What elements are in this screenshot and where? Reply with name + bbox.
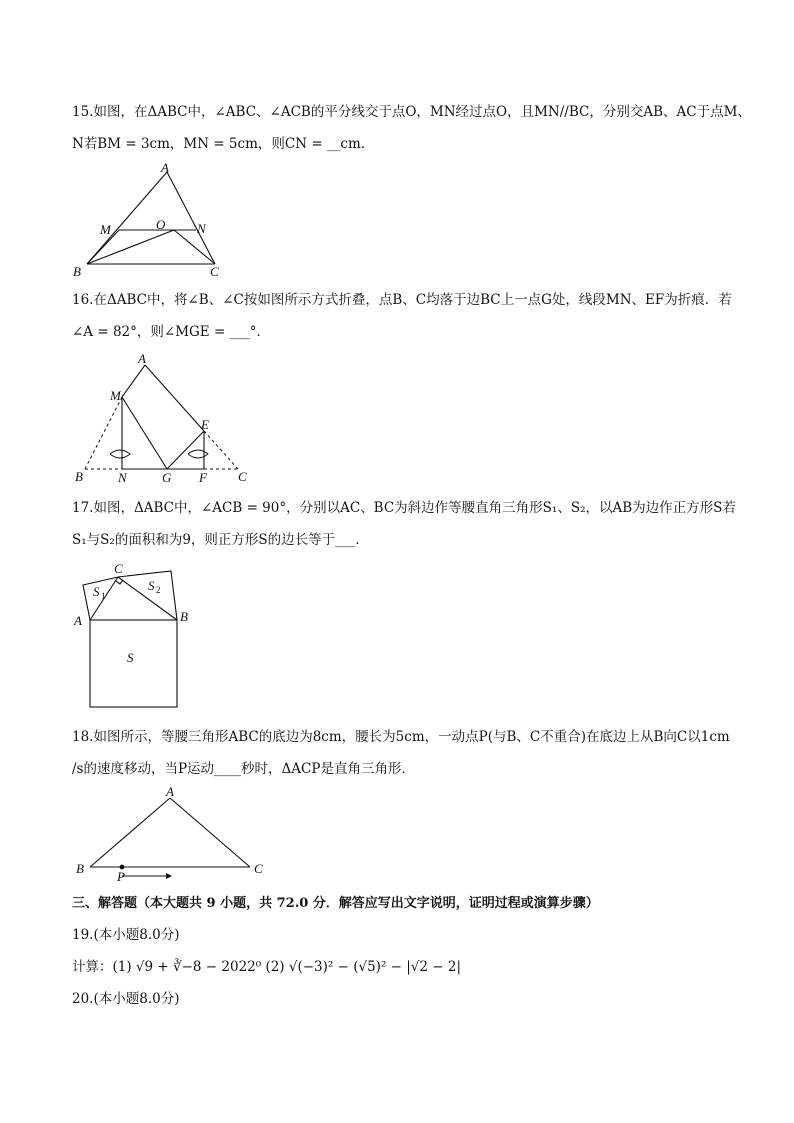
q16-text-line1: 16.在ΔABC中，将∠B、∠C按如图所示方式折叠，点B、C均落于边BC上一点G处，线段MN、EF为折痕．若 xyxy=(72,292,732,308)
q15-label-m: M xyxy=(100,222,111,237)
q17-label-c: C xyxy=(114,561,123,576)
q16-label-b: B xyxy=(75,469,83,484)
q16-fold-arrow-right-icon xyxy=(188,450,208,458)
q18-label-c: C xyxy=(254,861,263,876)
q16-text-line2: ∠A = 82°，则∠MGE = ___°． xyxy=(72,324,271,340)
q15-label-n: N xyxy=(197,221,206,236)
q16-label-n: N xyxy=(118,470,127,485)
q16-label-g: G xyxy=(162,470,172,485)
q17-text-line2: S₁与S₂的面积和为9，则正方形S的边长等于___． xyxy=(72,532,369,548)
q16-label-e: E xyxy=(201,417,209,432)
q18-figure xyxy=(70,784,270,884)
q18-text-line1: 18.如图所示，等腰三角形ABC的底边为8cm，腰长为5cm，一动点P(与B、C不重合)在底边上从B向C以1cm xyxy=(72,729,730,745)
q17-label-s: S xyxy=(127,650,134,665)
q18-label-b: B xyxy=(76,861,84,876)
q17-label-s1: S xyxy=(93,584,100,599)
q16-label-c: C xyxy=(238,469,247,484)
q15-figure xyxy=(70,160,240,282)
q18-text-line2: /s的速度移动，当P运动____秒时，ΔACP是直角三角形． xyxy=(72,761,415,777)
q15-label-a: A xyxy=(161,160,169,175)
q15-text-line2: N若BM = 3cm，MN = 5cm，则CN = __cm． xyxy=(72,136,375,152)
q16-label-m: M xyxy=(110,388,121,403)
q17-label-b: B xyxy=(180,609,188,624)
q17-figure xyxy=(70,558,200,714)
q18-label-p: P xyxy=(117,869,125,884)
q17-label-s2: S xyxy=(148,578,155,593)
q15-text-line1: 15.如图，在ΔABC中，∠ABC、∠ACB的平分线交于点O，MN经过点O，且MN//BC，分别交AB、AC于点M、 xyxy=(72,104,751,120)
q17-label-s1-sub: 1 xyxy=(101,591,106,601)
q15-label-o: O xyxy=(156,217,166,232)
q18-motion-arrow-icon xyxy=(166,873,172,879)
section-3-heading: 三、解答题（本大题共 9 小题，共 72.0 分．解答应写出文字说明，证明过程或演算步骤） xyxy=(72,896,599,911)
q15-label-c: C xyxy=(210,264,219,279)
q18-label-a: A xyxy=(166,784,174,799)
q17-label-s2-sub: 2 xyxy=(156,585,161,595)
q19-calc: 计算：(1) √9 + ∛−8 − 2022⁰ (2) √(−3)² − (√5)² − |√2 − 2| xyxy=(72,959,462,975)
q16-label-f: F xyxy=(199,470,207,485)
q16-fold-arrow-left-icon xyxy=(110,450,130,458)
q17-label-a: A xyxy=(74,613,82,628)
q20-title: 20.(本小题8.0分) xyxy=(72,991,180,1007)
q16-label-a: A xyxy=(138,351,146,366)
q16-figure xyxy=(70,350,260,485)
q15-label-b: B xyxy=(73,264,81,279)
q19-title: 19.(本小题8.0分) xyxy=(72,927,180,943)
q17-text-line1: 17.如图，ΔABC中，∠ACB = 90°，分别以AC、BC为斜边作等腰直角三角形S₁、S₂，以AB为边作正方形S若 xyxy=(72,500,736,516)
